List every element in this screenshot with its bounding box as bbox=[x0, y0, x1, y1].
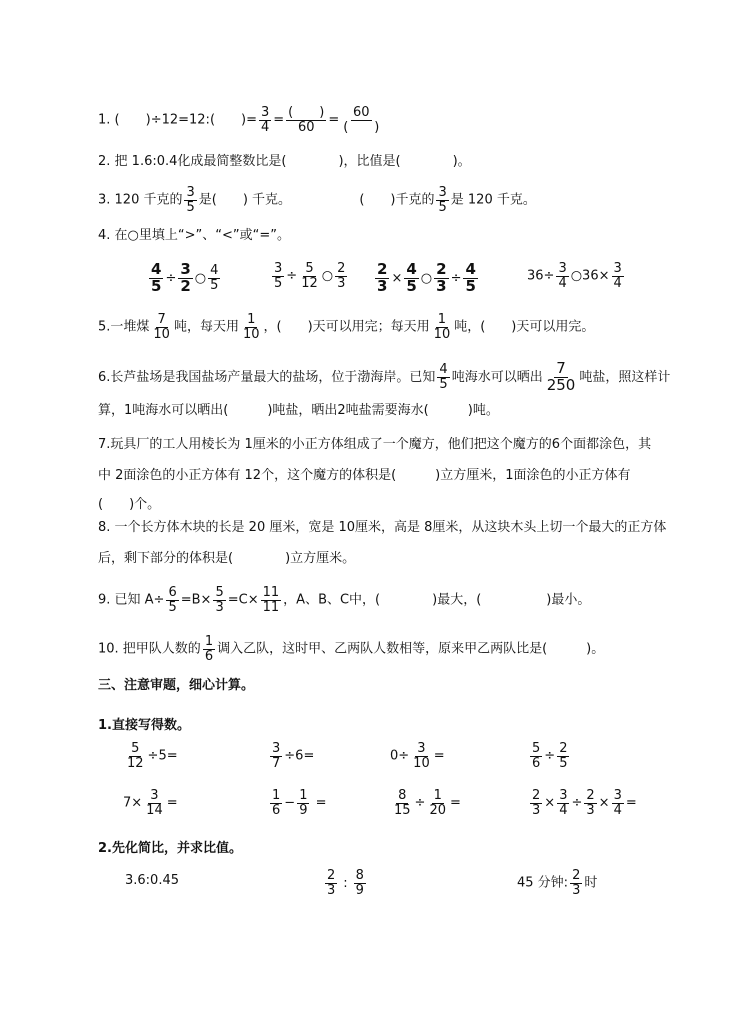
numerator: 1 bbox=[299, 788, 308, 803]
text: =C× bbox=[227, 592, 259, 608]
q3-text-a: 3. 120 千克的 bbox=[98, 192, 183, 208]
colon: : bbox=[343, 875, 348, 891]
numerator: 3 bbox=[186, 185, 195, 200]
part-2-title: 2.先化简比，并求比值。 bbox=[98, 841, 242, 856]
question-2: 2. 把 1.6:0.4化成最简整数比是( )，比值是( )。 bbox=[98, 154, 471, 169]
calc-item bbox=[268, 742, 314, 770]
operator: ÷ bbox=[414, 795, 426, 811]
q1-fraction-2 bbox=[286, 106, 326, 134]
compare-circle[interactable]: ○ bbox=[194, 270, 207, 286]
calc-item bbox=[528, 742, 571, 770]
text: ÷6= bbox=[284, 748, 315, 764]
operator: ÷ bbox=[544, 748, 556, 764]
fraction bbox=[354, 869, 366, 897]
operator: × bbox=[598, 795, 610, 811]
denominator: 6 bbox=[204, 648, 214, 664]
calc-item bbox=[390, 789, 461, 817]
numerator: 5 bbox=[215, 585, 224, 600]
q3-text-b: 是( ) 千克。 bbox=[198, 192, 292, 208]
section-3-title: 三、注意审题，细心计算。 bbox=[98, 678, 255, 693]
denominator: 12 bbox=[127, 755, 144, 771]
denominator: 9 bbox=[299, 802, 308, 818]
part-1-title: 1.直接写得数。 bbox=[98, 718, 190, 733]
text: 5.一堆煤 bbox=[98, 319, 150, 335]
numerator: 1 bbox=[433, 788, 442, 803]
text: 9. 已知 A÷ bbox=[98, 592, 165, 608]
numerator: 8 bbox=[398, 788, 407, 803]
numerator: 3 bbox=[438, 185, 447, 200]
denominator: 4 bbox=[613, 275, 622, 291]
calc-item bbox=[123, 742, 178, 770]
text: 7× bbox=[123, 795, 143, 811]
operator: × bbox=[391, 270, 403, 286]
q4-expression-1 bbox=[147, 262, 222, 295]
denominator: 4 bbox=[559, 802, 568, 818]
denominator: 3 bbox=[327, 882, 336, 898]
denominator: 5 bbox=[438, 199, 447, 215]
fraction bbox=[125, 742, 146, 770]
numerator: 2 bbox=[572, 868, 581, 883]
numerator: 3 bbox=[613, 788, 622, 803]
denominator: 5 bbox=[168, 599, 177, 615]
fraction bbox=[261, 586, 282, 614]
question-6-line-2: 算，1吨海水可以晒出( )吨盐，晒出2吨盐需要海水( )吨。 bbox=[98, 403, 499, 418]
text: = bbox=[433, 748, 445, 764]
denominator: 2 bbox=[180, 276, 191, 295]
denominator: ( ) bbox=[343, 119, 380, 135]
numerator: 1 bbox=[247, 312, 256, 327]
numerator: 5 bbox=[305, 261, 314, 276]
denominator: 3 bbox=[586, 802, 595, 818]
fraction bbox=[270, 789, 282, 817]
fraction bbox=[557, 742, 569, 770]
denominator: 3 bbox=[532, 802, 541, 818]
q3-fraction-2 bbox=[436, 186, 448, 214]
fraction bbox=[144, 789, 165, 817]
denominator: 5 bbox=[186, 199, 195, 215]
q1-equals: = bbox=[273, 112, 285, 128]
text: 45 分钟: bbox=[517, 875, 569, 891]
compare-circle[interactable]: ○ bbox=[420, 270, 433, 286]
numerator: 2 bbox=[337, 261, 346, 276]
q3-fraction-1 bbox=[184, 186, 196, 214]
question-3 bbox=[98, 186, 536, 214]
text: = bbox=[450, 795, 461, 811]
fraction bbox=[411, 742, 432, 770]
numerator: 5 bbox=[532, 741, 541, 756]
numerator: 1 bbox=[272, 788, 281, 803]
numerator: 2 bbox=[436, 260, 447, 278]
operator: × bbox=[544, 795, 556, 811]
text: 10. 把甲队人数的 bbox=[98, 641, 201, 657]
question-4-title: 4. 在○里填上“>”、“<”或“=”。 bbox=[98, 228, 290, 243]
numerator: 2 bbox=[532, 788, 541, 803]
fraction bbox=[178, 262, 192, 295]
compare-circle[interactable]: ○ bbox=[321, 268, 334, 284]
operator: ÷ bbox=[571, 795, 583, 811]
fraction bbox=[151, 313, 172, 341]
denominator: 20 bbox=[429, 802, 446, 818]
question-5 bbox=[98, 313, 594, 341]
numerator: 3 bbox=[150, 788, 159, 803]
fraction bbox=[149, 262, 163, 295]
text: 6.长芦盐场是我国盐场产量最大的盐场，位于渤海岸。已知 bbox=[98, 369, 436, 385]
text: ÷5= bbox=[147, 748, 178, 764]
denominator: 3 bbox=[572, 882, 581, 898]
numerator: 11 bbox=[262, 585, 280, 600]
text: 吨，( )天可以用完。 bbox=[454, 319, 595, 335]
operator: ÷ bbox=[165, 270, 177, 286]
numerator: 7 bbox=[157, 312, 166, 327]
fraction bbox=[530, 789, 542, 817]
denominator: 12 bbox=[301, 275, 318, 291]
numerator: 5 bbox=[131, 741, 140, 756]
denominator: 3 bbox=[436, 276, 447, 295]
text: = bbox=[625, 795, 637, 811]
question-8-line-1: 8. 一个长方体木块的长是 20 厘米，宽是 10厘米，高是 8厘米，从这块木头上切一个最大的正方体 bbox=[98, 520, 667, 535]
q4-expression-4 bbox=[527, 262, 626, 290]
fraction bbox=[612, 262, 624, 290]
denominator: 9 bbox=[355, 882, 364, 898]
operator: ÷ bbox=[286, 268, 298, 284]
q1-expression: 1. bbox=[98, 112, 111, 128]
question-1 bbox=[98, 106, 383, 134]
denominator: 5 bbox=[559, 755, 568, 771]
denominator: 6 bbox=[532, 755, 541, 771]
numerator: 7 bbox=[556, 359, 566, 377]
numerator: 4 bbox=[210, 263, 219, 279]
denominator: 4 bbox=[558, 275, 567, 291]
denominator: 4 bbox=[260, 119, 270, 135]
denominator: 3 bbox=[215, 599, 224, 615]
numerator: 4 bbox=[439, 362, 448, 378]
fraction bbox=[427, 789, 448, 817]
fraction bbox=[437, 363, 449, 391]
denominator: 3 bbox=[337, 275, 346, 291]
numerator: ( ) bbox=[288, 105, 325, 120]
text: 调入乙队，这时甲、乙两队人数相等，原来甲乙两队比是( )。 bbox=[217, 641, 605, 657]
fraction bbox=[241, 313, 262, 341]
numerator: 8 bbox=[355, 868, 364, 883]
calc-item bbox=[268, 789, 327, 817]
numerator: 4 bbox=[151, 260, 162, 278]
text: 0÷ bbox=[390, 748, 410, 764]
fraction bbox=[213, 586, 225, 614]
text: ，( )天可以用完；每天用 bbox=[263, 319, 430, 335]
denominator: 5 bbox=[151, 276, 162, 295]
fraction bbox=[325, 869, 337, 897]
numerator: 2 bbox=[377, 260, 388, 278]
ratio-item bbox=[323, 869, 368, 897]
numerator: 3 bbox=[180, 260, 191, 278]
calc-item bbox=[528, 789, 637, 817]
operator: − bbox=[284, 795, 296, 811]
q1-text: ( )÷12=12:( )= bbox=[114, 112, 257, 128]
question-10 bbox=[98, 635, 604, 663]
fraction bbox=[434, 262, 448, 295]
fraction bbox=[570, 869, 582, 897]
numerator: 2 bbox=[586, 788, 595, 803]
fraction bbox=[335, 262, 347, 290]
denominator: 3 bbox=[377, 276, 388, 295]
compare-circle[interactable]: ○36× bbox=[570, 268, 610, 284]
numerator: 3 bbox=[558, 261, 567, 276]
denominator: 10 bbox=[153, 326, 170, 342]
question-7-line-2: 中 2面涂色的小正方体有 12个，这个魔方的体积是( )立方厘米，1面涂色的小正方体有 bbox=[98, 468, 631, 483]
calc-item bbox=[123, 789, 178, 817]
numerator: 3 bbox=[272, 741, 281, 756]
fraction bbox=[432, 313, 453, 341]
fraction bbox=[612, 789, 624, 817]
ratio-item: 3.6:0.45 bbox=[125, 873, 179, 888]
text: 时 bbox=[584, 875, 598, 891]
q1-fraction-1 bbox=[259, 106, 271, 134]
q4-expression-2 bbox=[270, 262, 349, 290]
question-7-line-3: ( )个。 bbox=[98, 497, 161, 512]
numerator: 4 bbox=[465, 260, 476, 278]
q1-fraction-3 bbox=[341, 106, 381, 134]
numerator: 3 bbox=[274, 261, 283, 276]
text: = bbox=[166, 795, 178, 811]
text: 吨海水可以晒出 bbox=[451, 369, 543, 385]
fraction bbox=[404, 262, 418, 295]
expr-text: 36÷ bbox=[527, 268, 555, 284]
q4-expression-3 bbox=[373, 262, 480, 295]
denominator: 10 bbox=[413, 755, 430, 771]
denominator: 5 bbox=[274, 275, 283, 291]
q1-equals: = bbox=[328, 112, 340, 128]
question-7-line-1: 7.玩具厂的工人用棱长为 1厘米的小正方体组成了一个魔方，他们把这个魔方的6个面都涂色，其 bbox=[98, 437, 652, 452]
denominator: 4 bbox=[613, 802, 622, 818]
question-6-line-1 bbox=[98, 361, 670, 394]
numerator: 3 bbox=[417, 741, 426, 756]
calc-item bbox=[390, 742, 445, 770]
fraction bbox=[584, 789, 596, 817]
question-9 bbox=[98, 586, 590, 614]
fraction bbox=[556, 262, 568, 290]
fraction bbox=[297, 789, 309, 817]
numerator: 3 bbox=[260, 105, 270, 120]
fraction bbox=[392, 789, 413, 817]
fraction bbox=[203, 635, 215, 663]
text: 吨，每天用 bbox=[173, 319, 239, 335]
numerator: 1 bbox=[437, 312, 447, 327]
numerator: 1 bbox=[204, 634, 214, 649]
text: ，A、B、C中，( )最大，( )最小。 bbox=[283, 592, 591, 608]
ratio-item bbox=[517, 869, 597, 897]
fraction bbox=[375, 262, 389, 295]
q3-text-c: ( )千克的 bbox=[359, 192, 435, 208]
q3-text-d: 是 120 千克。 bbox=[450, 192, 536, 208]
fraction bbox=[557, 789, 569, 817]
denominator: 5 bbox=[210, 277, 219, 293]
denominator: 5 bbox=[465, 276, 476, 295]
numerator: 60 bbox=[353, 105, 370, 120]
denominator: 10 bbox=[242, 326, 260, 342]
numerator: 3 bbox=[613, 261, 622, 276]
numerator: 2 bbox=[327, 868, 336, 883]
fraction bbox=[463, 262, 477, 295]
denominator: 14 bbox=[146, 802, 163, 818]
fraction bbox=[272, 262, 284, 290]
fraction bbox=[166, 586, 178, 614]
fraction bbox=[530, 742, 542, 770]
question-8-line-2: 后，剩下部分的体积是( )立方厘米。 bbox=[98, 551, 356, 566]
denominator: 6 bbox=[272, 802, 281, 818]
text: =B× bbox=[180, 592, 212, 608]
denominator: 11 bbox=[262, 599, 280, 615]
fraction bbox=[208, 264, 220, 292]
denominator: 5 bbox=[406, 276, 417, 295]
numerator: 4 bbox=[406, 260, 417, 278]
numerator: 2 bbox=[559, 741, 568, 756]
text: 吨盐，照这样计 bbox=[579, 369, 671, 385]
operator: ÷ bbox=[450, 270, 462, 286]
denominator: 60 bbox=[297, 119, 315, 135]
denominator: 7 bbox=[272, 755, 281, 771]
denominator: 5 bbox=[439, 376, 448, 392]
fraction bbox=[270, 742, 282, 770]
fraction bbox=[545, 361, 578, 394]
text: = bbox=[311, 795, 327, 811]
denominator: 10 bbox=[433, 326, 451, 342]
numerator: 6 bbox=[168, 585, 177, 600]
numerator: 3 bbox=[559, 788, 568, 803]
denominator: 15 bbox=[394, 802, 411, 818]
fraction bbox=[299, 262, 320, 290]
denominator: 250 bbox=[546, 375, 576, 394]
